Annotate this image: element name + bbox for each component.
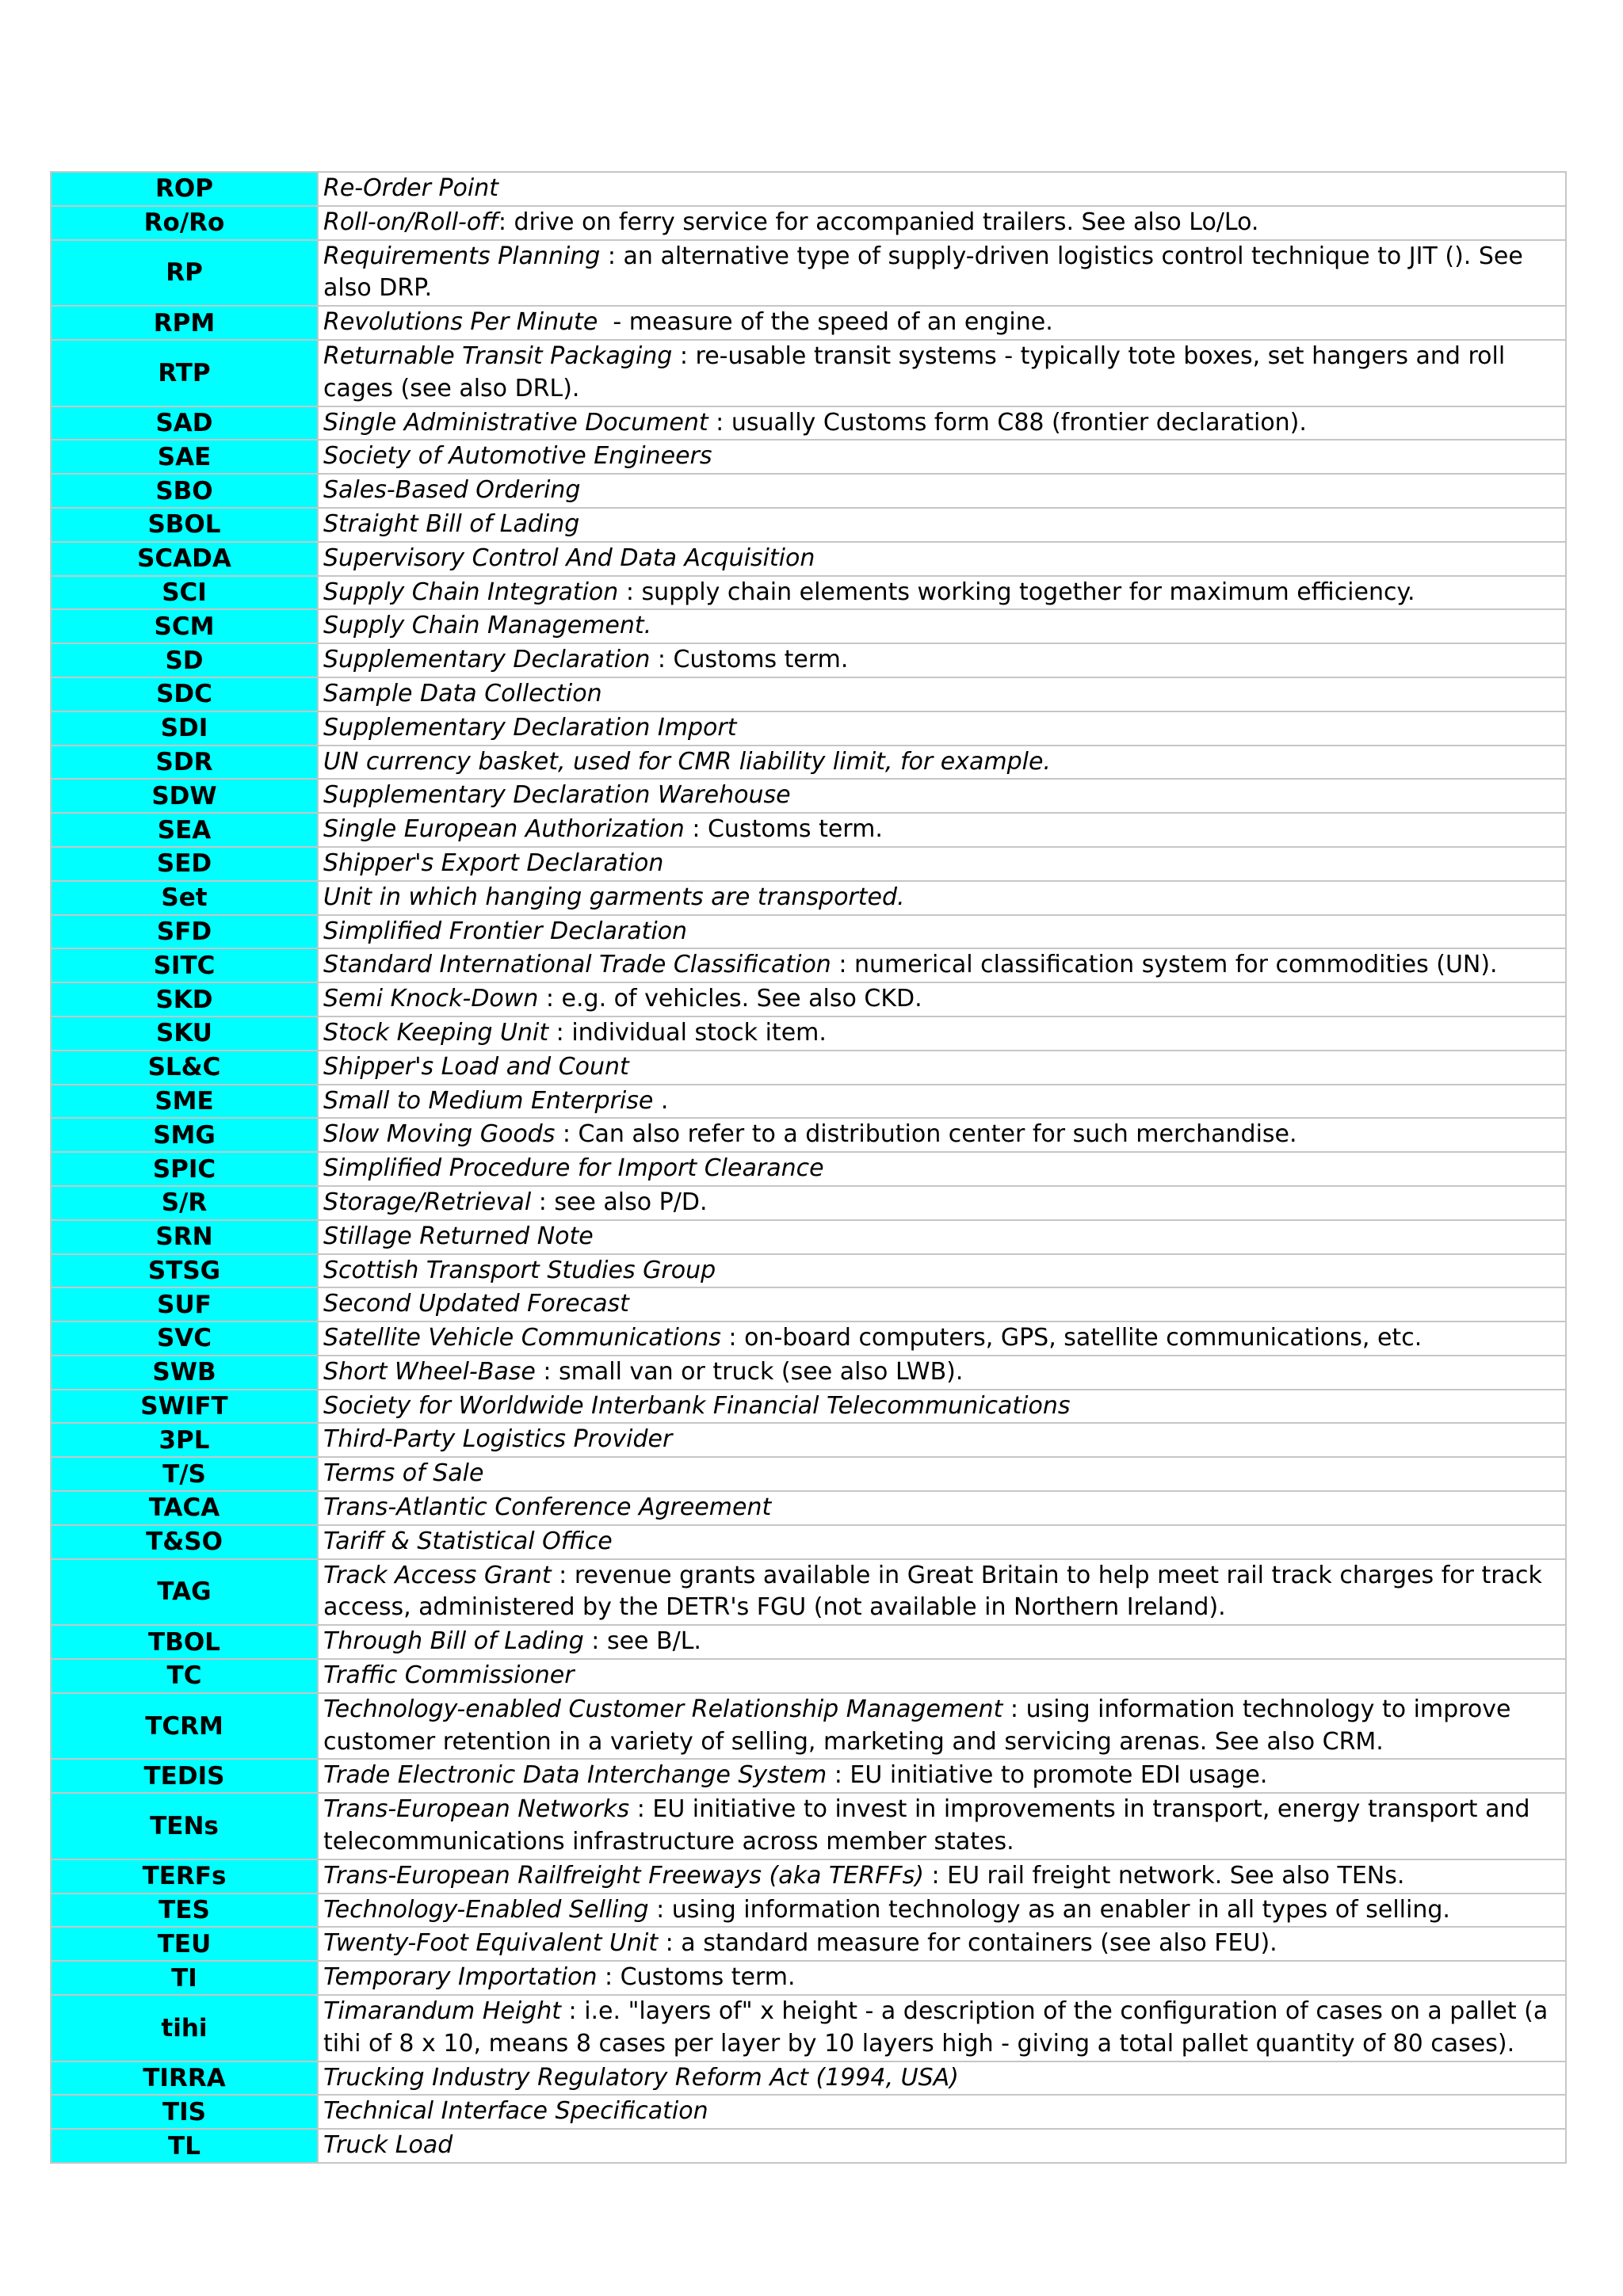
table-row <box>51 1118 1566 1152</box>
definition-cell <box>318 881 1566 915</box>
abbreviation-cell: SDW <box>51 779 318 813</box>
table-row <box>51 406 1566 441</box>
definition-cell <box>318 2129 1566 2163</box>
term-description: i.e. "layers of" x height - a description of the configuration of cases on a pallet (a tihi of 8 x 10, means 8 cases per layer by 10 layers high - giving a total pallet quantity of 80 cases). <box>323 1997 1549 2058</box>
abbreviation-cell: SWB <box>51 1356 318 1390</box>
term-name: Society of Automotive Engineers <box>323 442 712 471</box>
table-row <box>51 1423 1566 1457</box>
term-description: individual stock item. <box>571 1018 827 1047</box>
term-name: Shipper's Export Declaration <box>323 849 664 877</box>
abbreviation-cell: SCADA <box>51 542 318 576</box>
abbreviation-cell: TBOL <box>51 1625 318 1659</box>
table-row <box>51 508 1566 542</box>
definition-cell <box>318 1859 1566 1894</box>
term-name: Stock Keeping Unit <box>323 1018 549 1047</box>
term-description: see also P/D. <box>554 1188 708 1216</box>
term-description: a standard measure for containers (see also FEU). <box>681 1929 1277 1958</box>
term-separator: : <box>548 1018 572 1047</box>
table-row <box>51 576 1566 610</box>
abbreviation-cell: SKU <box>51 1016 318 1051</box>
term-description: Customs term. <box>673 646 849 674</box>
table-row <box>51 542 1566 576</box>
table-row <box>51 881 1566 915</box>
definition-cell <box>318 1491 1566 1525</box>
definition-cell <box>318 746 1566 780</box>
term-name: Temporary Importation <box>323 1963 598 1992</box>
table-row <box>51 172 1566 206</box>
term-name: Satellite Vehicle Communications <box>323 1324 721 1352</box>
term-separator: : <box>1002 1695 1026 1723</box>
definition-cell <box>318 576 1566 610</box>
abbreviation-cell: SRN <box>51 1220 318 1254</box>
term-name: Straight Bill of Lading <box>323 509 580 538</box>
definition-cell <box>318 1457 1566 1491</box>
term-separator: : <box>923 1861 948 1890</box>
definition-cell <box>318 1793 1566 1859</box>
abbreviation-cell: SBO <box>51 474 318 508</box>
term-name: Re-Order Point <box>323 174 499 202</box>
term-name: Technology-enabled Customer Relationship Management <box>323 1695 1003 1723</box>
term-description: EU initiative to promote EDI usage. <box>850 1761 1268 1790</box>
abbreviation-cell: TERFs <box>51 1859 318 1894</box>
definition-cell <box>318 1659 1566 1693</box>
table-row <box>51 2061 1566 2096</box>
abbreviation-cell: T&SO <box>51 1525 318 1559</box>
table-row <box>51 474 1566 508</box>
term-separator: : <box>672 341 696 370</box>
term-name: Trade Electronic Data Interchange System <box>323 1761 827 1790</box>
abbreviation-cell: ROP <box>51 172 318 206</box>
table-row <box>51 847 1566 881</box>
abbreviation-cell: SITC <box>51 948 318 982</box>
table-row <box>51 1356 1566 1390</box>
term-separator: : <box>600 242 624 270</box>
definition-cell <box>318 240 1566 307</box>
abbreviation-cell: TCRM <box>51 1693 318 1760</box>
term-name: Returnable Transit Packaging <box>323 341 673 370</box>
abbreviation-cell: TIRRA <box>51 2061 318 2096</box>
term-description: see B/L. <box>606 1627 701 1656</box>
table-row <box>51 1859 1566 1894</box>
definition-cell <box>318 982 1566 1016</box>
table-row <box>51 240 1566 307</box>
term-name: Sales-Based Ordering <box>323 476 581 505</box>
definition-cell <box>318 206 1566 240</box>
abbreviation-cell: SDR <box>51 746 318 780</box>
term-separator: : <box>531 1188 555 1216</box>
term-description: using information technology as an enabler in all types of selling. <box>671 1895 1450 1924</box>
table-row <box>51 1491 1566 1525</box>
table-row <box>51 1186 1566 1220</box>
abbreviation-cell: TEU <box>51 1927 318 1961</box>
term-description: measure of the speed of an engine. <box>628 308 1053 337</box>
abbreviation-cell: SUF <box>51 1287 318 1322</box>
abbreviation-cell: SPIC <box>51 1152 318 1186</box>
definition-cell <box>318 1961 1566 1995</box>
abbreviation-cell: TES <box>51 1894 318 1928</box>
table-row <box>51 609 1566 643</box>
term-separator: : <box>583 1627 607 1656</box>
term-name: Supply Chain Integration <box>323 578 619 606</box>
abbreviation-cell: TC <box>51 1659 318 1693</box>
abbreviation-cell: SCI <box>51 576 318 610</box>
definition-cell <box>318 1625 1566 1659</box>
term-name: Roll-on/Roll-off <box>323 208 498 236</box>
abbreviation-cell: STSG <box>51 1254 318 1288</box>
abbreviation-cell: SCM <box>51 609 318 643</box>
definition-cell <box>318 172 1566 206</box>
term-separator: : <box>684 815 708 844</box>
term-description: usually Customs form C88 (frontier declaration). <box>731 408 1307 437</box>
term-separator: : <box>708 408 731 437</box>
term-name: Third-Party Logistics Provider <box>323 1425 673 1454</box>
term-description: e.g. of vehicles. See also CKD. <box>561 985 922 1013</box>
term-separator: : <box>618 578 642 606</box>
abbreviation-cell: SBOL <box>51 508 318 542</box>
definition-cell <box>318 2061 1566 2096</box>
abbreviation-cell: SFD <box>51 915 318 949</box>
term-name: Unit in which hanging garments are transported. <box>323 883 905 911</box>
term-name: Trucking Industry Regulatory Reform Act (1994, USA) <box>323 2063 959 2092</box>
abbreviation-cell: SED <box>51 847 318 881</box>
abbreviation-cell: Ro/Ro <box>51 206 318 240</box>
table-row <box>51 948 1566 982</box>
table-row <box>51 440 1566 474</box>
table-row <box>51 1659 1566 1693</box>
table-row <box>51 1625 1566 1659</box>
term-name: Trans-European Railfreight Freeways (aka TERFFs) <box>323 1861 924 1890</box>
definition-cell <box>318 1356 1566 1390</box>
table-row <box>51 1525 1566 1559</box>
table-row <box>51 813 1566 847</box>
term-separator: : <box>551 1561 575 1589</box>
abbreviation-cell: SME <box>51 1085 318 1119</box>
abbreviation-cell: TI <box>51 1961 318 1995</box>
table-row <box>51 1220 1566 1254</box>
abbreviation-cell: SD <box>51 643 318 677</box>
term-separator: - <box>598 308 629 337</box>
term-name: Revolutions Per Minute <box>323 308 598 337</box>
definition-cell <box>318 340 1566 406</box>
abbreviation-cell: RP <box>51 240 318 307</box>
definition-cell <box>318 1559 1566 1626</box>
term-name: Technical Interface Specification <box>323 2097 708 2126</box>
table-row <box>51 1390 1566 1424</box>
term-description: revenue grants available in Great Britain to help meet rail track charges for track access, administered by the DETR's FGU (not available in Northern Ireland). <box>323 1561 1542 1622</box>
term-name: Society for Worldwide Interbank Financial Telecommunications <box>323 1391 1071 1420</box>
table-row <box>51 1559 1566 1626</box>
term-name: Standard International Trade Classification <box>323 951 831 979</box>
abbreviation-cell: TL <box>51 2129 318 2163</box>
term-name: Twenty-Foot Equivalent Unit <box>323 1929 659 1958</box>
term-description: drive on ferry service for accompanied trailers. See also Lo/Lo. <box>514 208 1259 236</box>
table-row <box>51 1254 1566 1288</box>
table-row <box>51 1457 1566 1491</box>
abbreviation-cell: SDI <box>51 711 318 746</box>
definition-cell <box>318 1525 1566 1559</box>
definition-cell <box>318 779 1566 813</box>
table-row <box>51 1287 1566 1322</box>
term-separator: : <box>650 646 674 674</box>
table-row <box>51 1894 1566 1928</box>
abbreviation-cell: RTP <box>51 340 318 406</box>
term-description: numerical classification system for commodities (UN). <box>854 951 1498 979</box>
term-name: Stillage Returned Note <box>323 1222 594 1250</box>
glossary-table <box>50 171 1567 2164</box>
term-name: Single European Authorization <box>323 815 685 844</box>
term-description: supply chain elements working together for maximum efficiency. <box>641 578 1415 606</box>
term-separator: : <box>658 1929 682 1958</box>
table-row <box>51 677 1566 711</box>
term-separator: . <box>653 1086 669 1115</box>
term-name: Requirements Planning <box>323 242 601 270</box>
definition-cell <box>318 948 1566 982</box>
table-row <box>51 2095 1566 2129</box>
table-row <box>51 206 1566 240</box>
table-row <box>51 1016 1566 1051</box>
table-row <box>51 1693 1566 1760</box>
term-separator: : <box>629 1795 653 1824</box>
term-description: Customs term. <box>707 815 883 844</box>
term-separator: : <box>720 1324 745 1352</box>
term-description: re-usable transit systems - typically tote boxes, set hangers and roll cages (see also DRL). <box>323 341 1506 402</box>
abbreviation-cell: SMG <box>51 1118 318 1152</box>
definition-cell <box>318 1390 1566 1424</box>
definition-cell <box>318 1423 1566 1457</box>
definition-cell <box>318 1995 1566 2061</box>
abbreviation-cell: tihi <box>51 1995 318 2061</box>
definition-cell <box>318 474 1566 508</box>
definition-cell <box>318 1186 1566 1220</box>
term-separator: : <box>827 1761 850 1790</box>
table-row <box>51 1051 1566 1085</box>
term-name: Timarandum Height <box>323 1997 561 2026</box>
term-name: Small to Medium Enterprise <box>323 1086 654 1115</box>
table-row <box>51 779 1566 813</box>
term-name: Truck Load <box>323 2131 453 2160</box>
term-name: Track Access Grant <box>323 1561 552 1589</box>
definition-cell <box>318 508 1566 542</box>
term-name: Supplementary Declaration <box>323 646 651 674</box>
abbreviation-cell: SVC <box>51 1322 318 1356</box>
term-separator: : <box>597 1963 621 1992</box>
abbreviation-cell: Set <box>51 881 318 915</box>
term-description: Can also refer to a distribution center for such merchandise. <box>578 1120 1297 1149</box>
term-separator: : <box>648 1895 672 1924</box>
table-row <box>51 1961 1566 1995</box>
definition-cell <box>318 2095 1566 2129</box>
term-name: Traffic Commissioner <box>323 1661 575 1690</box>
definition-cell <box>318 1051 1566 1085</box>
abbreviation-cell: SL&C <box>51 1051 318 1085</box>
definition-cell <box>318 643 1566 677</box>
abbreviation-cell: TENs <box>51 1793 318 1859</box>
term-separator: : <box>535 1357 559 1386</box>
term-name: Slow Moving Goods <box>323 1120 556 1149</box>
definition-cell <box>318 1152 1566 1186</box>
table-row <box>51 340 1566 406</box>
table-row <box>51 1793 1566 1859</box>
definition-cell <box>318 1322 1566 1356</box>
table-row <box>51 1759 1566 1793</box>
definition-cell <box>318 1220 1566 1254</box>
glossary-body <box>51 172 1566 2163</box>
abbreviation-cell: T/S <box>51 1457 318 1491</box>
abbreviation-cell: SAE <box>51 440 318 474</box>
term-name: Storage/Retrieval <box>323 1188 532 1216</box>
definition-cell <box>318 915 1566 949</box>
term-name: Single Administrative Document <box>323 408 708 437</box>
term-name: Tariff & Statistical Office <box>323 1527 613 1555</box>
term-name: Second Updated Forecast <box>323 1290 629 1318</box>
definition-cell <box>318 609 1566 643</box>
term-name: Supplementary Declaration Import <box>323 713 737 742</box>
table-row <box>51 1322 1566 1356</box>
definition-cell <box>318 1927 1566 1961</box>
definition-cell <box>318 1118 1566 1152</box>
table-row <box>51 1085 1566 1119</box>
term-description: using information technology to improve customer retention in a variety of selling, marketing and servicing arenas. See also CRM. <box>323 1695 1511 1756</box>
table-row <box>51 643 1566 677</box>
table-row <box>51 1995 1566 2061</box>
definition-cell <box>318 1254 1566 1288</box>
term-separator: : <box>561 1997 585 2026</box>
term-name: Simplified Frontier Declaration <box>323 917 688 945</box>
term-name: UN currency basket, used for CMR liability limit, for example. <box>323 747 1051 776</box>
term-name: Short Wheel-Base <box>323 1357 536 1386</box>
term-name: Trans-Atlantic Conference Agreement <box>323 1493 772 1522</box>
term-name: Terms of Sale <box>323 1459 484 1488</box>
term-name: Supply Chain Management. <box>323 612 652 640</box>
abbreviation-cell: SAD <box>51 406 318 441</box>
term-name: Scottish Transport Studies Group <box>323 1256 716 1284</box>
definition-cell <box>318 1759 1566 1793</box>
term-name: Supervisory Control And Data Acquisition <box>323 543 815 572</box>
abbreviation-cell: SEA <box>51 813 318 847</box>
term-name: Technology-Enabled Selling <box>323 1895 649 1924</box>
abbreviation-cell: SWIFT <box>51 1390 318 1424</box>
term-description: on-board computers, GPS, satellite communications, etc. <box>744 1324 1423 1352</box>
table-row <box>51 915 1566 949</box>
term-name: Through Bill of Lading <box>323 1627 584 1656</box>
table-row <box>51 1927 1566 1961</box>
definition-cell <box>318 813 1566 847</box>
table-row <box>51 746 1566 780</box>
definition-cell <box>318 1287 1566 1322</box>
term-description: an alternative type of supply-driven logistics control technique to JIT (). See also DRP. <box>323 242 1523 303</box>
table-row <box>51 982 1566 1016</box>
term-separator: : <box>538 985 562 1013</box>
definition-cell <box>318 440 1566 474</box>
term-name: Supplementary Declaration Warehouse <box>323 781 791 810</box>
definition-cell <box>318 406 1566 441</box>
table-row <box>51 1152 1566 1186</box>
abbreviation-cell: TACA <box>51 1491 318 1525</box>
term-name: Shipper's Load and Count <box>323 1052 629 1081</box>
abbreviation-cell: TAG <box>51 1559 318 1626</box>
definition-cell <box>318 306 1566 340</box>
definition-cell <box>318 677 1566 711</box>
term-name: Simplified Procedure for Import Clearance <box>323 1154 824 1183</box>
definition-cell <box>318 1894 1566 1928</box>
abbreviation-cell: SKD <box>51 982 318 1016</box>
definition-cell <box>318 1693 1566 1760</box>
table-row <box>51 306 1566 340</box>
abbreviation-cell: SDC <box>51 677 318 711</box>
definition-cell <box>318 542 1566 576</box>
term-name: Sample Data Collection <box>323 679 602 707</box>
abbreviation-cell: TEDIS <box>51 1759 318 1793</box>
term-separator: : <box>555 1120 579 1149</box>
term-description: small van or truck (see also LWB). <box>559 1357 964 1386</box>
term-name: Trans-European Networks <box>323 1795 630 1824</box>
term-separator: : <box>498 208 514 236</box>
definition-cell <box>318 711 1566 746</box>
definition-cell <box>318 1016 1566 1051</box>
abbreviation-cell: S/R <box>51 1186 318 1220</box>
abbreviation-cell: TIS <box>51 2095 318 2129</box>
abbreviation-cell: 3PL <box>51 1423 318 1457</box>
definition-cell <box>318 847 1566 881</box>
table-row <box>51 711 1566 746</box>
term-description: EU rail freight network. See also TENs. <box>947 1861 1405 1890</box>
term-separator: : <box>831 951 854 979</box>
term-description: EU initiative to invest in improvements in transport, energy transport and telecommunications infrastructure across member states. <box>323 1795 1530 1856</box>
abbreviation-cell: RPM <box>51 306 318 340</box>
definition-cell <box>318 1085 1566 1119</box>
table-row <box>51 2129 1566 2163</box>
term-name: Semi Knock-Down <box>323 985 539 1013</box>
term-description: Customs term. <box>620 1963 796 1992</box>
